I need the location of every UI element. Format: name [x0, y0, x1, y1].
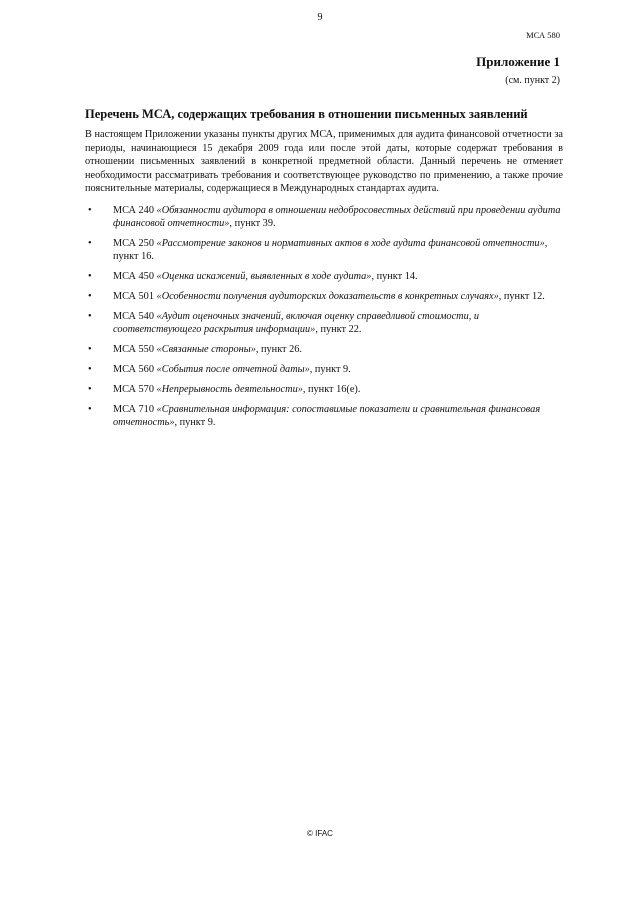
list-item — [85, 343, 563, 356]
bullet-icon: • — [88, 310, 92, 322]
list-item — [85, 383, 563, 396]
main-content — [85, 106, 563, 436]
item-title: «Особенности получения аудиторских доказательств в конкретных случаях» — [156, 290, 499, 302]
item-code: МСА 560 — [113, 363, 154, 375]
item-title: «Непрерывность деятельности» — [156, 383, 303, 395]
item-title: «Оценка искажений, выявленных в ходе аудита» — [156, 270, 372, 282]
item-ref: , пункт 9. — [309, 363, 351, 375]
item-ref: , пункт 16. — [113, 237, 548, 262]
list-item — [85, 403, 563, 429]
appendix-reference: (см. пункт 2) — [505, 75, 560, 86]
bullet-icon: • — [88, 204, 92, 216]
standard-code: МСА 580 — [526, 30, 560, 40]
bullet-icon: • — [88, 403, 92, 415]
item-code: МСА 501 — [113, 290, 154, 302]
bullet-icon: • — [88, 290, 92, 302]
item-title: «Связанные стороны» — [156, 343, 256, 355]
item-ref: , пункт 14. — [371, 270, 418, 282]
bullet-icon: • — [88, 383, 92, 395]
item-code: МСА 250 — [113, 237, 154, 249]
item-ref: , пункт 22. — [315, 323, 362, 335]
list-item — [85, 204, 563, 230]
item-code: МСА 540 — [113, 310, 154, 322]
item-code: МСА 550 — [113, 343, 154, 355]
item-ref: , пункт 39. — [229, 217, 276, 229]
item-ref: , пункт 26. — [255, 343, 303, 355]
list-item — [85, 363, 563, 376]
item-title: «Обязанности аудитора в отношении недобросовестных действий при проведении аудита финансовой отчетности» — [113, 204, 561, 229]
standards-list — [85, 204, 563, 429]
item-title: «Аудит оценочных значений, включая оценку справедливой стоимости, и соответствующего раскрытия информации» — [113, 310, 480, 335]
item-ref: , пункт 9. — [174, 416, 216, 428]
item-ref: , пункт 16(е). — [302, 383, 361, 395]
item-code: МСА 570 — [113, 383, 154, 395]
bullet-icon: • — [88, 363, 92, 375]
list-item — [85, 310, 563, 336]
footer-copyright: © IFAC — [307, 829, 333, 838]
item-code: МСА 240 — [113, 204, 154, 216]
bullet-icon: • — [88, 270, 92, 282]
section-title: Перечень МСА, содержащих требования в отношении письменных заявлений — [85, 107, 528, 121]
list-item — [85, 270, 563, 283]
item-title: «Рассмотрение законов и нормативных актов в ходе аудита финансовой отчетности» — [156, 237, 545, 249]
bullet-icon: • — [88, 343, 92, 355]
intro-paragraph: В настоящем Приложении указаны пункты других МСА, применимых для аудита финансовой отчетности за периоды, начинающиеся 15 декабря 2009 года или после этой даты, которые содержат требования в отношении письменных заявлений в конкретной предметной области. Данный перечень не отменяет необходимости рассматривать требования и соответствующее руководство по применению, а также прочие пояснительные материалы, содержащиеся в Международных стандартах аудита. — [85, 129, 563, 194]
page-number: 9 — [317, 12, 323, 23]
list-item — [85, 237, 563, 263]
bullet-icon: • — [88, 237, 92, 249]
item-title: «Сравнительная информация: сопоставимые показатели и сравнительная финансовая отчетность» — [113, 403, 541, 428]
item-title: «События после отчетной даты» — [156, 363, 310, 375]
item-code: МСА 450 — [113, 270, 154, 282]
item-ref: , пункт 12. — [498, 290, 545, 302]
appendix-title: Приложение 1 — [476, 54, 560, 69]
list-item — [85, 290, 563, 303]
item-code: МСА 710 — [113, 403, 154, 415]
